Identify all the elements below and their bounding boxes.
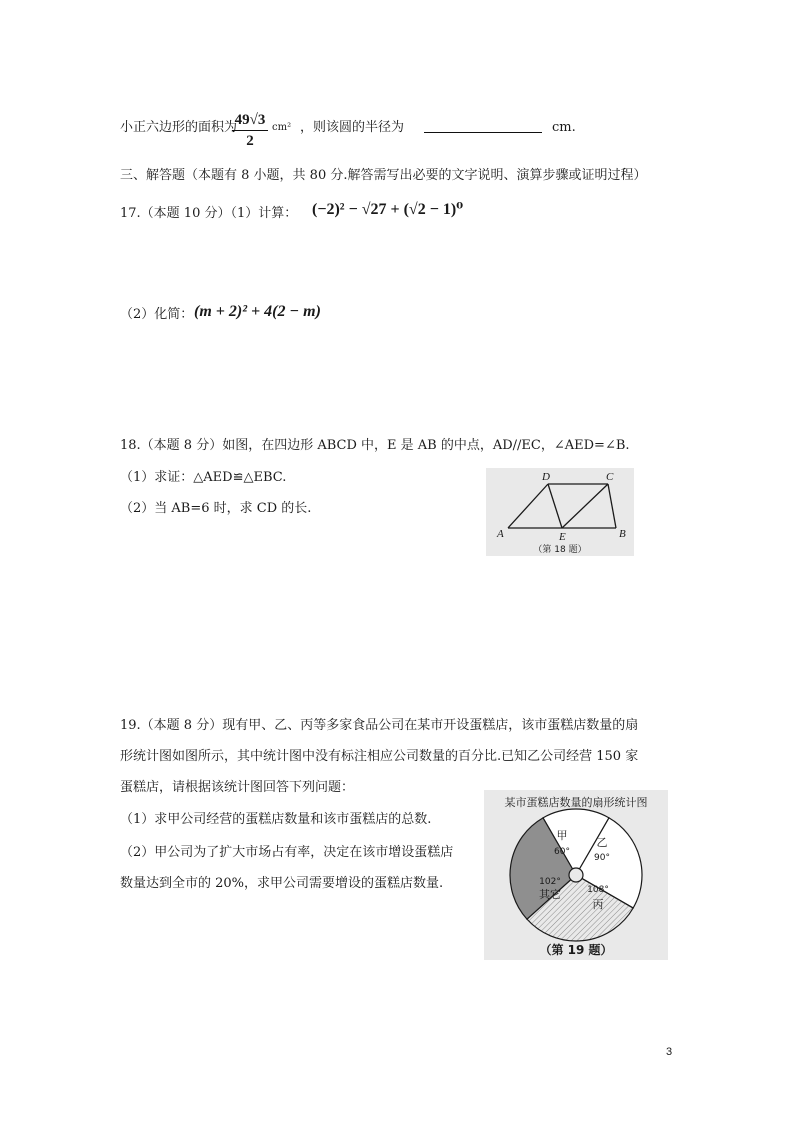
q18-figure-caption: （第 18 题） [533,545,587,555]
q17-expression-2: (m + 2)² + 4(2 − m) [194,303,321,320]
sector-yi-name: 乙 [596,836,608,849]
q18-part1: （1）求证：△AED≌△EBC. [120,470,287,485]
area-fraction [232,112,268,150]
fraction-numerator: 49√3 [232,112,268,131]
sector-jia-name: 甲 [556,829,568,842]
sector-other-angle: 102° [539,877,561,887]
q19-part1: （1）求甲公司经营的蛋糕店数量和该市蛋糕店的总数. [120,812,432,827]
fraction-denominator: 2 [246,133,254,149]
segment-CB [608,484,616,528]
section-3-heading: 三、解答题（本题有 8 小题，共 80 分.解答需写出必要的文字说明、演算步骤或证明过程） [120,168,647,183]
q19-line-3: 蛋糕店，请根据该统计图回答下列问题： [120,780,355,795]
q17-part2-label: （2）化简： [120,307,194,322]
q18-part2: （2）当 AB=6 时，求 CD 的长. [120,501,312,516]
q16-prefix: 小正六边形的面积为 [120,120,238,135]
sector-bing-name: 丙 [592,898,604,911]
sector-other-name: 其它 [539,888,561,901]
q19-figure-caption: （第 19 题） [539,943,613,957]
q18-figure [486,468,634,556]
page-number: 3 [666,1046,673,1058]
label-D: D [542,471,550,483]
pie-center-dot [569,868,583,882]
radius-unit: cm. [552,120,576,135]
sector-yi-angle: 90° [594,853,610,863]
pie-title: 某市蛋糕店数量的扇形统计图 [504,796,648,809]
q19-figure [484,790,668,960]
pie-chart [484,790,668,960]
segment-AD [508,484,548,528]
q17-expression-1: (−2)² − √27 + (√2 − 1)⁰ [312,201,464,218]
segment-DE [548,484,562,528]
q18-stem: 18.（本题 8 分）如图，在四边形 ABCD 中，E 是 AB 的中点，AD//EC，∠AED=∠B. [120,438,630,453]
q19-line-2: 形统计图如图所示，其中统计图中没有标注相应公司数量的百分比.已知乙公司经营 150 家 [120,749,639,764]
q19-part2-line-1: （2）甲公司为了扩大市场占有率，决定在该市增设蛋糕店 [120,845,454,860]
q17-label: 17.（本题 10 分）（1）计算： [120,206,298,221]
sector-jia-angle: 60° [554,847,570,857]
q16-mid: ，则该圆的半径为 [300,120,405,135]
label-E: E [559,531,566,543]
q19-part2-line-2: 数量达到全市的 20%，求甲公司需要增设的蛋糕店数量. [120,876,444,891]
radius-answer-blank [424,120,542,138]
q19-line-1: 19.（本题 8 分）现有甲、乙、丙等多家食品公司在某市开设蛋糕店，该市蛋糕店数量的扇 [120,718,639,733]
label-B: B [619,528,626,540]
quadrilateral-diagram [486,468,634,556]
segment-EC [562,484,608,528]
area-unit: cm² [272,122,292,133]
sector-bing-angle: 108° [587,885,609,895]
label-C: C [606,471,614,483]
label-A: A [497,528,504,540]
